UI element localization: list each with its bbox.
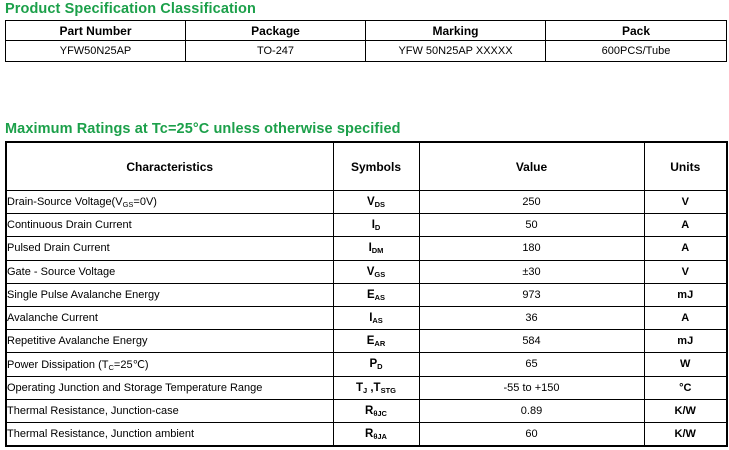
symbol-subscript: θJC — [373, 408, 387, 418]
header-units: Units — [644, 142, 727, 191]
characteristic-text: Power Dissipation (T — [7, 358, 109, 371]
ratings-row — [6, 214, 727, 237]
unit-cell: A — [644, 306, 727, 329]
header-pack: Pack — [546, 21, 727, 41]
characteristic-tail: =0V) — [133, 196, 157, 209]
symbol-cell — [333, 283, 419, 306]
symbol-cell — [333, 237, 419, 260]
symbol-subscript: AS — [374, 292, 386, 302]
max-ratings-table — [5, 141, 728, 447]
unit-cell: K/W — [644, 422, 727, 446]
ratings-row — [6, 237, 727, 260]
value-cell: 584 — [419, 330, 644, 353]
header-marking: Marking — [366, 21, 546, 41]
characteristic-text: Operating Junction and Storage Temperature Range — [7, 381, 263, 394]
marking-value: YFW 50N25AP XXXXX — [366, 41, 546, 62]
symbol-cell — [333, 306, 419, 329]
ratings-header-row — [6, 142, 727, 191]
symbol-text: I — [368, 242, 372, 255]
symbol-subscript: AR — [374, 339, 386, 349]
symbol-text: V — [366, 265, 375, 278]
symbol-text: V — [366, 196, 375, 209]
characteristic-cell — [6, 191, 333, 214]
ratings-row — [6, 422, 727, 446]
ratings-row — [6, 306, 727, 329]
pack-value: 600PCS/Tube — [546, 41, 727, 62]
value-cell: -55 to +150 — [419, 376, 644, 399]
ratings-row — [6, 330, 727, 353]
header-characteristics: Characteristics — [6, 142, 333, 191]
ratings-row — [6, 191, 727, 214]
value-cell: 973 — [419, 283, 644, 306]
symbol-subscript: DS — [374, 200, 386, 210]
symbol-cell — [333, 260, 419, 283]
unit-cell: A — [644, 237, 727, 260]
symbol-cell — [333, 422, 419, 446]
symbol-subscript: DM — [371, 246, 384, 256]
characteristic-cell — [6, 237, 333, 260]
ratings-row — [6, 260, 727, 283]
value-cell: 180 — [419, 237, 644, 260]
value-cell: 60 — [419, 422, 644, 446]
characteristic-text: Single Pulse Avalanche Energy — [7, 288, 160, 301]
characteristic-text: Drain-Source Voltage(V — [7, 196, 123, 209]
symbol-cell — [333, 330, 419, 353]
symbol-subscript: D — [377, 362, 383, 372]
product-spec-table — [5, 20, 727, 62]
characteristic-cell — [6, 353, 333, 376]
symbol-text: R — [365, 427, 374, 440]
header-part-number: Part Number — [6, 21, 186, 41]
characteristic-cell — [6, 330, 333, 353]
symbol-text: R — [365, 404, 374, 417]
characteristic-subscript: GS — [122, 200, 134, 210]
header-symbols: Symbols — [333, 142, 419, 191]
ratings-row — [6, 376, 727, 399]
characteristic-cell — [6, 399, 333, 422]
characteristic-cell — [6, 260, 333, 283]
unit-cell: V — [644, 260, 727, 283]
package-value: TO-247 — [186, 41, 366, 62]
characteristic-text: Continuous Drain Current — [7, 219, 132, 232]
value-cell: 36 — [419, 306, 644, 329]
characteristic-subscript: C — [108, 362, 114, 372]
characteristic-cell — [6, 283, 333, 306]
value-cell: 50 — [419, 214, 644, 237]
symbol-text: T — [355, 381, 363, 394]
symbol-text: I — [369, 312, 373, 325]
characteristic-text: Pulsed Drain Current — [7, 242, 110, 255]
ratings-row — [6, 353, 727, 376]
symbol-text: E — [366, 335, 375, 348]
symbol-subscript: AS — [372, 316, 383, 326]
unit-cell: A — [644, 214, 727, 237]
symbol-subscript: D — [374, 223, 381, 233]
max-ratings-title: Maximum Ratings at Tc=25°C unless otherwise specified — [5, 121, 401, 137]
unit-cell: mJ — [644, 330, 727, 353]
symbol-cell — [333, 214, 419, 237]
symbol-cell — [333, 353, 419, 376]
symbol-cell — [333, 376, 419, 399]
symbol-tail: ,T — [367, 381, 381, 394]
part-number-value: YFW50N25AP — [6, 41, 186, 62]
unit-cell: W — [644, 353, 727, 376]
value-cell: 0.89 — [419, 399, 644, 422]
value-cell: 65 — [419, 353, 644, 376]
unit-cell: °C — [644, 376, 727, 399]
spec-header-row — [6, 21, 727, 41]
characteristic-text: Avalanche Current — [7, 312, 98, 325]
value-cell: 250 — [419, 191, 644, 214]
symbol-subscript-2: STG — [380, 385, 397, 395]
ratings-row — [6, 283, 727, 306]
header-value: Value — [419, 142, 644, 191]
characteristic-cell — [6, 376, 333, 399]
symbol-cell — [333, 191, 419, 214]
characteristic-text: Thermal Resistance, Junction ambient — [7, 427, 195, 440]
spec-data-row — [6, 41, 727, 62]
product-spec-title: Product Specification Classification — [5, 1, 256, 17]
characteristic-cell — [6, 306, 333, 329]
characteristic-text: Repetitive Avalanche Energy — [7, 335, 148, 348]
characteristic-tail: =25℃) — [113, 358, 149, 371]
symbol-subscript: J — [363, 385, 368, 395]
ratings-row — [6, 399, 727, 422]
symbol-text: P — [369, 358, 378, 371]
symbol-subscript: GS — [374, 269, 386, 279]
characteristic-cell — [6, 422, 333, 446]
characteristic-cell — [6, 214, 333, 237]
symbol-text: E — [366, 288, 375, 301]
characteristic-text: Gate - Source Voltage — [7, 265, 116, 278]
symbol-cell — [333, 399, 419, 422]
value-cell: ±30 — [419, 260, 644, 283]
unit-cell: K/W — [644, 399, 727, 422]
unit-cell: V — [644, 191, 727, 214]
header-package: Package — [186, 21, 366, 41]
characteristic-text: Thermal Resistance, Junction-case — [7, 404, 179, 417]
unit-cell: mJ — [644, 283, 727, 306]
symbol-text: I — [371, 219, 375, 232]
symbol-subscript: θJA — [373, 431, 387, 441]
